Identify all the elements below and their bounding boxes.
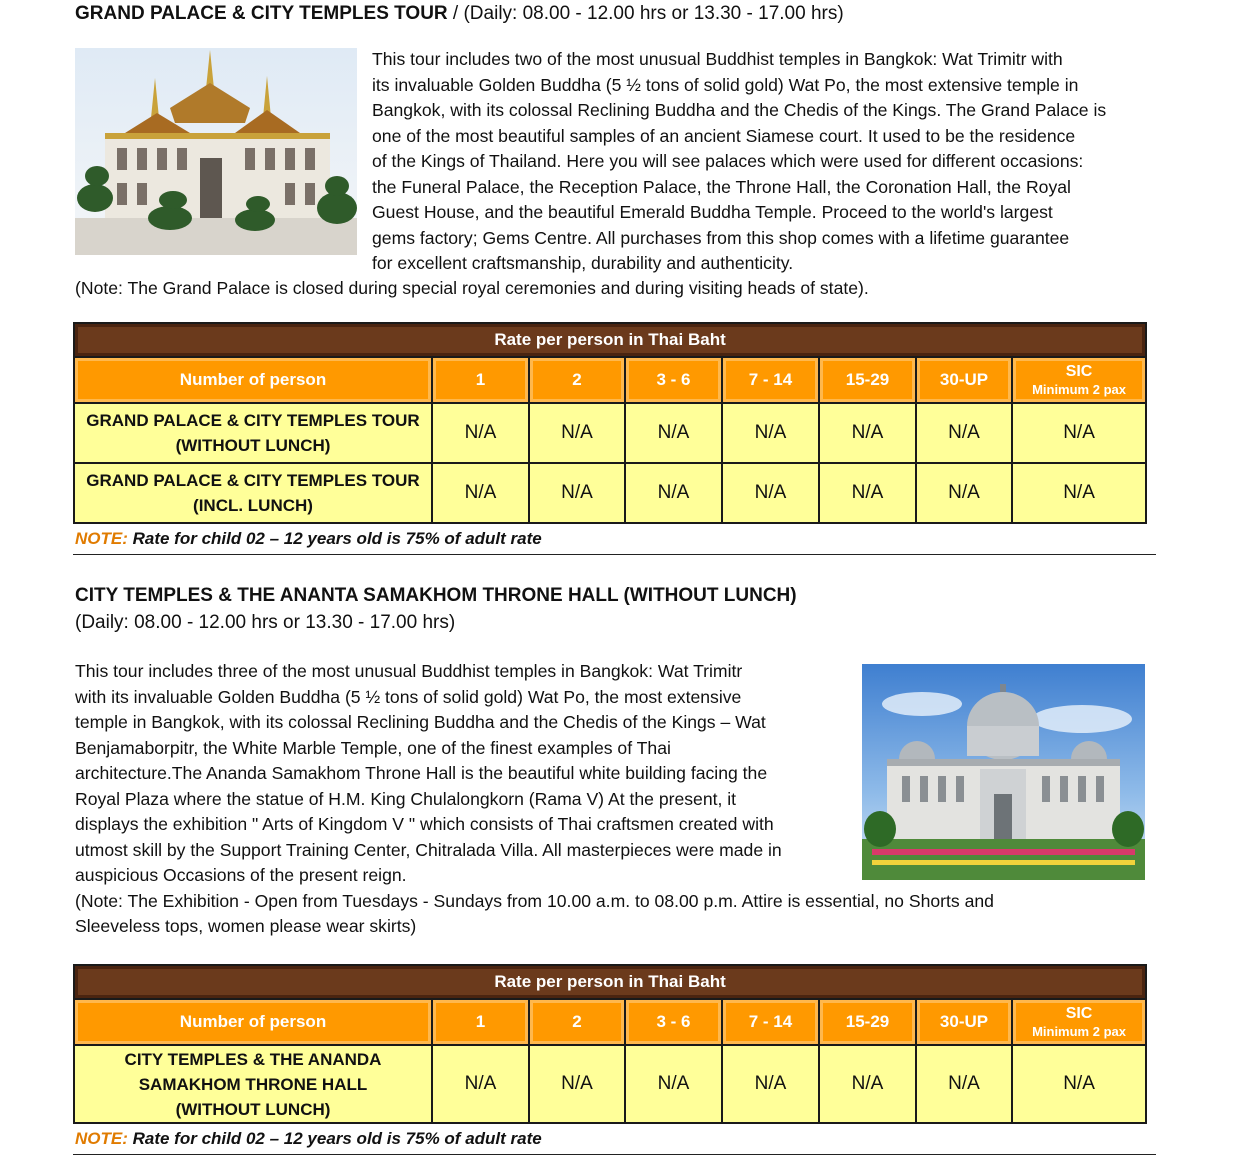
tour-name-line: SAMAKHOM THRONE HALL [138,1074,368,1094]
rate-cell: N/A [432,403,529,463]
column-header: 1 [432,357,529,403]
tour2-note-line: (Note: The Exhibition - Open from Tuesdays - Sundays from 10.00 a.m. to 08.00 p.m. Attire is essential, no Shorts and [75,890,994,911]
rate-cell: N/A [432,1045,529,1123]
column-header: 15-29 [819,357,916,403]
note-text: Rate for child 02 – 12 years old is 75% of adult rate [127,1129,542,1148]
grand-palace-photo [75,48,357,255]
tour-name-line: (INCL. LUNCH) [193,496,313,515]
column-header: 30-UP [916,999,1012,1045]
tour-name-line: CITY TEMPLES & THE ANANDA [124,1049,382,1069]
tour2-line: utmost skill by the Support Training Center, Chitralada Villa. All masterpieces were made in [75,839,782,860]
rate-cell: N/A [625,1045,722,1123]
tour2-line: Royal Plaza where the statue of H.M. King Chulalongkorn (Rama V) At the present, it [75,788,737,809]
table-header: Rate per person in Thai Baht [74,323,1146,357]
tour-name-cell [74,1045,432,1123]
tour-name-cell [74,463,432,523]
tour1-title-bold: GRAND PALACE & CITY TEMPLES TOUR [75,3,448,24]
tour2-note-line: Sleeveless tops, women please wear skirts) [75,916,417,936]
sic-label: SIC [1065,363,1093,380]
tour-name-line: GRAND PALACE & CITY TEMPLES TOUR [86,471,420,490]
table-row [74,463,1146,523]
tour2-line: Benjamaborpitr, the White Marble Temple, one of the finest examples of Thai [75,737,671,758]
column-header: 2 [529,357,625,403]
tour2-line: This tour includes three of the most unusual Buddhist temples in Bangkok: Wat Trimitr [75,661,743,681]
table-header: Rate per person in Thai Baht [74,965,1146,999]
column-header: 1 [432,999,529,1045]
tour1-line: gems factory; Gems Centre. All purchases from this shop comes with a lifetime guarantee [372,227,1070,248]
column-header-sic [1012,357,1146,403]
tour1-title-schedule: / (Daily: 08.00 - 12.00 hrs or 13.30 - 17.00 hrs) [447,3,844,24]
tour-name-cell [74,403,432,463]
tour2-title-bold: CITY TEMPLES & THE ANANTA SAMAKHOM THRONE HALL (WITHOUT LUNCH) [75,585,797,606]
tour1-line: one of the most beautiful samples of an ancient Siamese court. It used to be the residence [372,125,1076,146]
rate-cell: N/A [625,403,722,463]
rate-cell: N/A [529,463,625,523]
rate-cell: N/A [1012,1045,1146,1123]
column-header: 7 - 14 [722,999,819,1045]
table-row [74,403,1146,463]
table-row [74,1045,1146,1123]
tour1-line: for excellent craftsmanship, durability and authenticity. [372,253,794,273]
note-lead: NOTE: [75,1129,128,1148]
tour1-child-note [75,529,542,549]
tour2-rate-table [73,964,1147,1124]
rate-cell: N/A [1012,463,1146,523]
tour2-child-note [75,1129,542,1149]
tour2-line: auspicious Occasions of the present reign. [75,865,407,885]
note-lead: NOTE: [75,529,128,548]
tour1-line: of the Kings of Thailand. Here you will see palaces which were used for different occasions: [372,151,1084,171]
sic-sub-label: Minimum 2 pax [1032,1024,1126,1039]
tour1-rate-table [73,322,1147,524]
tour2-line: with its invaluable Golden Buddha (5 ½ tons of solid gold) Wat Po, the most extensive [75,686,742,707]
rate-cell: N/A [916,403,1012,463]
tour1-line: Bangkok, with its colossal Reclining Buddha and the Chedis of the Kings. The Grand Palace is [372,100,1107,120]
rate-cell: N/A [819,403,916,463]
tour1-note: (Note: The Grand Palace is closed during special royal ceremonies and during visiting heads of state). [75,278,869,298]
note-text: Rate for child 02 – 12 years old is 75% of adult rate [127,529,542,548]
column-label: Number of person [74,357,432,403]
tour1-line: Guest House, and the beautiful Emerald Buddha Temple. Proceed to the world's largest [372,202,1053,222]
rate-cell: N/A [916,1045,1012,1123]
section-divider [73,554,1156,555]
sic-sub-label: Minimum 2 pax [1032,382,1126,397]
tour1-title [75,2,844,26]
tour-name-line: (WITHOUT LUNCH) [175,436,331,455]
rate-cell: N/A [529,1045,625,1123]
column-header: 7 - 14 [722,357,819,403]
tour2-title [75,584,797,608]
rate-cell: N/A [916,463,1012,523]
tour-name-line: GRAND PALACE & CITY TEMPLES TOUR [86,411,420,430]
rate-cell: N/A [432,463,529,523]
tour2-line: architecture.The Ananda Samakhom Throne Hall is the beautiful white building facing the [75,763,768,783]
tour2-schedule: (Daily: 08.00 - 12.00 hrs or 13.30 - 17.00 hrs) [75,612,456,633]
rate-cell: N/A [1012,403,1146,463]
tour2-line: temple in Bangkok, with its colossal Reclining Buddha and the Chedis of the Kings – Wat [75,712,766,732]
tour-name-line: (WITHOUT LUNCH) [175,1099,331,1119]
column-label: Number of person [74,999,432,1045]
rate-cell: N/A [722,463,819,523]
rate-cell: N/A [819,463,916,523]
tour1-line: This tour includes two of the most unusual Buddhist temples in Bangkok: Wat Trimitr with [372,49,1063,69]
rate-cell: N/A [529,403,625,463]
rate-cell: N/A [722,1045,819,1123]
column-header: 3 - 6 [625,357,722,403]
rate-cell: N/A [722,403,819,463]
tour1-line: its invaluable Golden Buddha (5 ½ tons of solid gold) Wat Po, the most extensive temple in [372,74,1079,95]
column-header-sic [1012,999,1146,1045]
throne-hall-photo [862,664,1145,880]
column-header: 2 [529,999,625,1045]
tour2-line: displays the exhibition " Arts of Kingdom V " which consists of Thai craftsmen created with [75,814,774,834]
sic-label: SIC [1065,1005,1093,1022]
column-header: 30-UP [916,357,1012,403]
tour1-line: the Funeral Palace, the Reception Palace, the Throne Hall, the Coronation Hall, the Royal [372,176,1071,197]
rate-cell: N/A [819,1045,916,1123]
column-header: 3 - 6 [625,999,722,1045]
section-divider [73,1154,1156,1155]
rate-cell: N/A [625,463,722,523]
column-header: 15-29 [819,999,916,1045]
